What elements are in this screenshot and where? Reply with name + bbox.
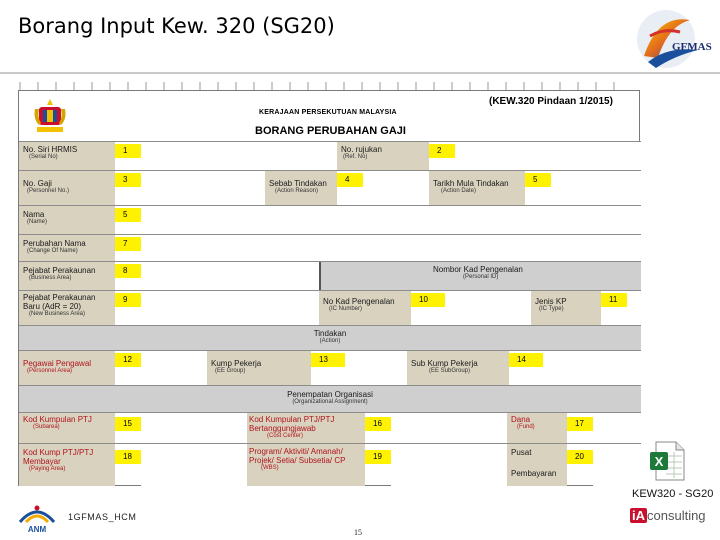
field-label-change-of-name: Perubahan Nama (Change Of Name) <box>19 235 115 261</box>
footer-label: 1GFMAS_HCM <box>68 512 137 522</box>
field-num-17: 17 <box>567 417 593 431</box>
field-num-5: 5 <box>525 173 551 187</box>
field-num-13: 13 <box>311 353 345 367</box>
field-num-9: 9 <box>115 293 141 307</box>
field-input-business-area[interactable] <box>141 262 319 290</box>
field-input-serial-no[interactable] <box>141 142 337 170</box>
ia-logo-mark: iA <box>632 508 645 523</box>
field-label-ee-group: Kump Pekerja (EE Group) <box>207 351 311 385</box>
field-label-cost-center: Kod Kumpulan PTJ/PTJ Bertanggungjawab (Cost Center) <box>247 413 365 443</box>
form-kew-code: (KEW.320 Pindaan 1/2015) <box>489 96 613 107</box>
field-label-payment-center: Pusat Pembayaran <box>507 444 567 486</box>
field-num-8: 8 <box>115 264 141 278</box>
svg-text:X: X <box>654 454 664 469</box>
field-num-6: 5 <box>115 208 141 222</box>
field-input-new-business-area[interactable] <box>141 291 319 325</box>
field-input-cost-center[interactable] <box>391 413 507 443</box>
field-num-10: 10 <box>411 293 445 307</box>
section-header-personal-id: Nombor Kad Pengenalan (Personal ID) <box>319 262 641 290</box>
anm-logo-text: ANM <box>27 525 47 534</box>
field-num-14: 14 <box>509 353 543 367</box>
field-input-ee-group[interactable] <box>345 351 407 385</box>
gfmas-logo <box>628 6 712 72</box>
field-num-7: 7 <box>115 237 141 251</box>
field-num-18: 18 <box>115 450 141 464</box>
field-label-action-date: Tarikh Mula Tindakan (Action Date) <box>429 171 525 205</box>
field-input-ic-type[interactable] <box>627 291 641 325</box>
slide-title: Borang Input Kew. 320 (SG20) <box>18 14 335 38</box>
field-input-change-of-name[interactable] <box>141 235 641 261</box>
field-label-subarea: Kod Kumpulan PTJ (Subarea) <box>19 413 115 443</box>
field-label-action-reason: Sebab Tindakan (Action Reason) <box>265 171 337 205</box>
field-input-subarea[interactable] <box>141 413 247 443</box>
field-num-3: 3 <box>115 173 141 187</box>
field-num-16: 16 <box>365 417 391 431</box>
field-label-personnel-area: Pegawai Pengawal (Personnel Area) <box>19 351 115 385</box>
field-label-fund: Dana (Fund) <box>507 413 567 443</box>
kew320-form <box>18 90 640 486</box>
field-num-19: 19 <box>365 450 391 464</box>
section-header-organizational-assignment: Penempatan Organisasi (Organizational Assignment) <box>19 386 641 412</box>
excel-file-icon[interactable] <box>648 440 686 482</box>
field-label-ref-no: No. rujukan (Ref. No) <box>337 142 429 170</box>
field-num-1: 1 <box>115 144 141 158</box>
form-government-name: KERAJAAN PERSEKUTUAN MALAYSIA <box>259 109 397 116</box>
field-label-paying-area: Kod Kump PTJ/PTJ Membayar (Paying Area) <box>19 444 115 486</box>
field-input-personnel-no[interactable] <box>141 171 265 205</box>
ia-logo-text: consulting <box>647 508 706 523</box>
field-input-personnel-area[interactable] <box>141 351 207 385</box>
field-input-action-reason[interactable] <box>363 171 429 205</box>
field-input-ee-subgroup[interactable] <box>543 351 641 385</box>
excel-file-caption[interactable]: KEW320 - SG20 <box>632 488 714 500</box>
field-input-action-date[interactable] <box>551 171 641 205</box>
title-divider <box>0 72 720 74</box>
field-label-wbs: Program/ Aktiviti/ Amanah/ Projek/ Setia/ Subsetia/ CP (WBS) <box>247 444 365 486</box>
field-input-paying-area[interactable] <box>141 444 247 486</box>
field-label-business-area: Pejabat Perakaunan (Business Area) <box>19 262 115 290</box>
field-label-name: Nama (Name) <box>19 206 115 234</box>
field-num-11: 11 <box>601 293 627 307</box>
malaysia-coat-of-arms-icon <box>33 97 67 135</box>
field-input-fund[interactable] <box>593 413 641 443</box>
field-num-15: 15 <box>115 417 141 431</box>
field-label-ic-type: Jenis KP (IC Type) <box>531 291 601 325</box>
field-label-ee-subgroup: Sub Kump Pekerja (EE SubGroup) <box>407 351 509 385</box>
page-number: 15 <box>354 528 362 537</box>
field-input-payment-center[interactable] <box>593 444 641 486</box>
field-num-2: 2 <box>429 144 455 158</box>
field-input-name[interactable] <box>141 206 641 234</box>
field-num-12: 12 <box>115 353 141 367</box>
field-label-ic-number: No Kad Pengenalan (IC Number) <box>319 291 411 325</box>
gfmas-logo-text: GFMAS <box>672 41 712 53</box>
field-label-new-business-area: Pejabat Perakaunan Baru (AdR = 20) (New Business Area) <box>19 291 115 325</box>
field-input-wbs[interactable] <box>391 444 507 486</box>
anm-logo <box>14 500 60 534</box>
ia-consulting-logo <box>630 508 706 523</box>
form-name: BORANG PERUBAHAN GAJI <box>255 125 406 137</box>
field-input-ref-no[interactable] <box>455 142 641 170</box>
field-num-20: 20 <box>567 450 593 464</box>
field-input-ic-number[interactable] <box>445 291 531 325</box>
section-header-action: Tindakan (Action) <box>19 326 641 350</box>
field-label-serial-no: No. Siri HRMIS (Serial No) <box>19 142 115 170</box>
field-num-4: 4 <box>337 173 363 187</box>
field-label-personnel-no: No. Gaji (Personnel No.) <box>19 171 115 205</box>
